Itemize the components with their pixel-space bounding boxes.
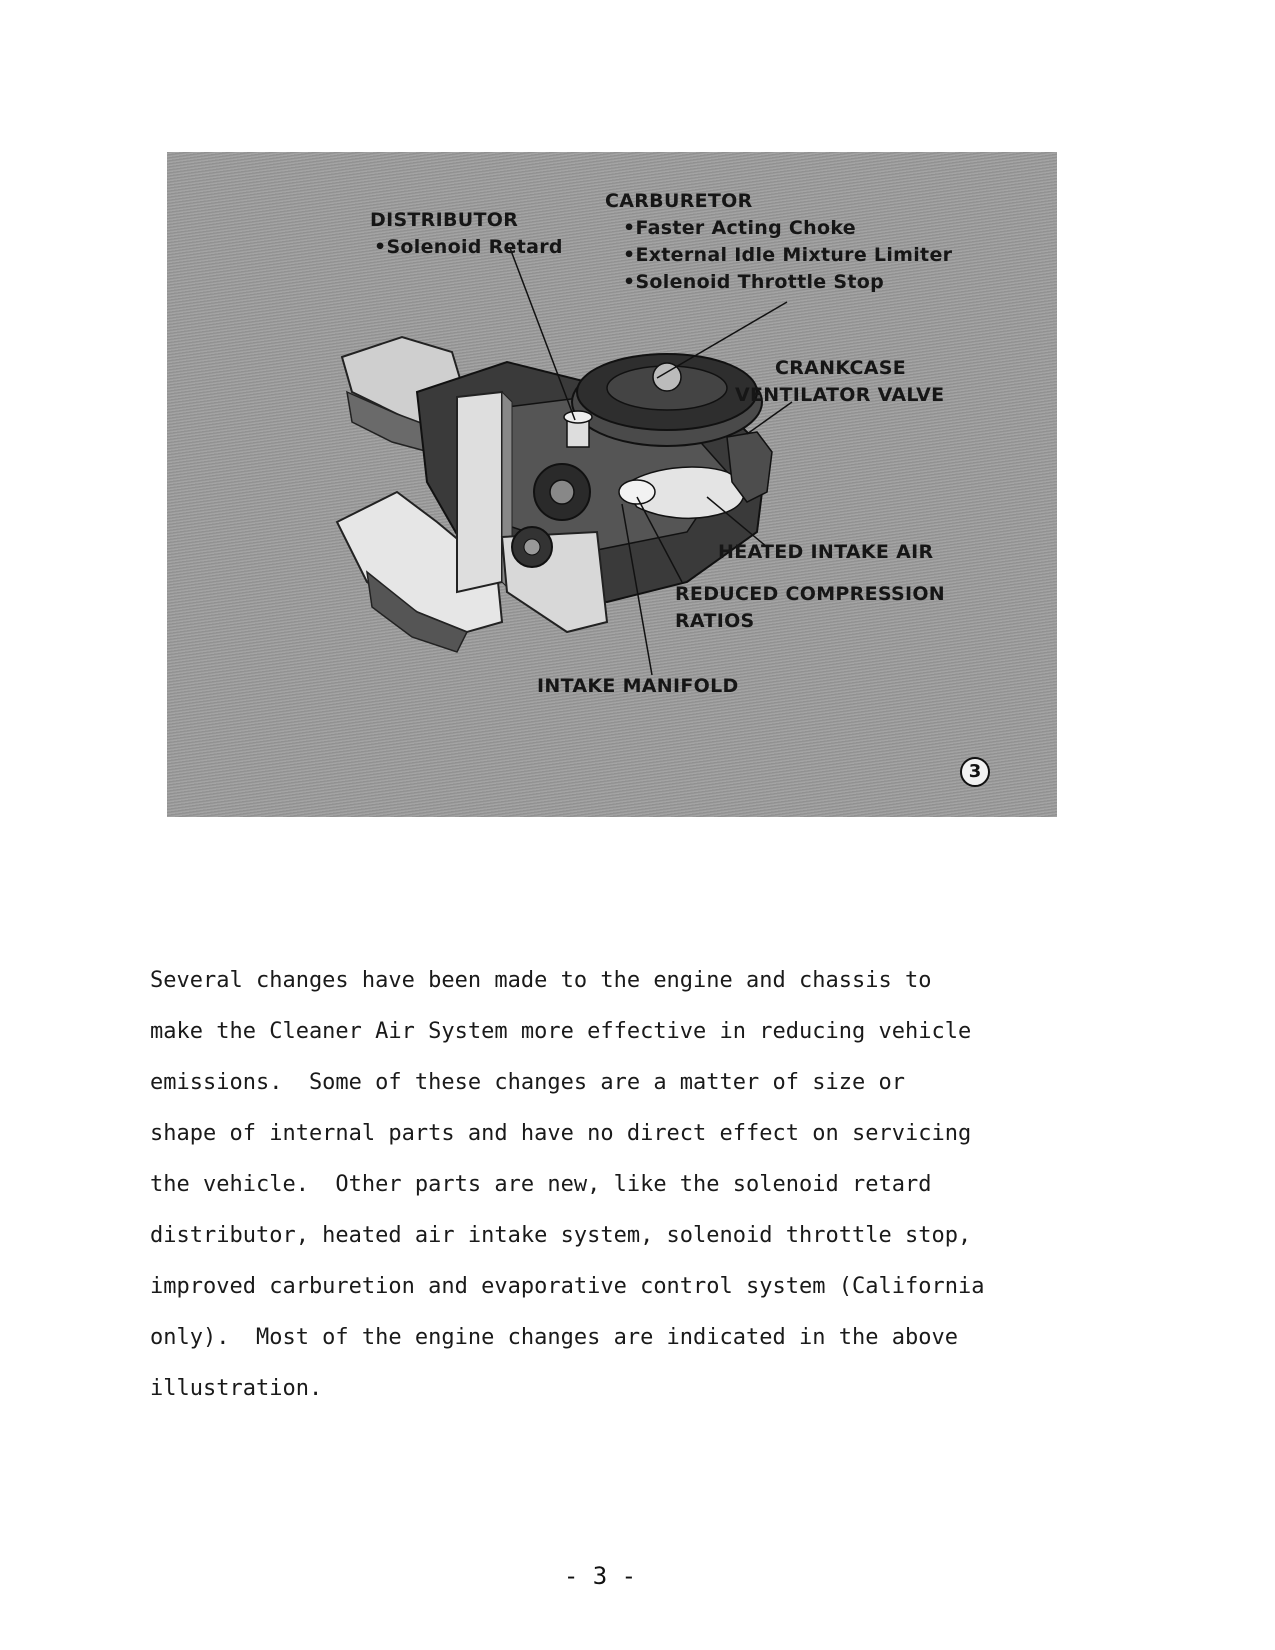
engine-illustration (167, 152, 1057, 817)
carburetor-callout (605, 188, 952, 296)
carburetor-item: •External Idle Mixture Limiter (623, 244, 953, 266)
intake-manifold-callout: INTAKE MANIFOLD (537, 675, 739, 697)
paragraph-line: improved carburetion and evaporative control system (California (150, 1274, 985, 1299)
paragraph-line: the vehicle. Other parts are new, like the solenoid retard (150, 1172, 932, 1197)
paragraph-line: emissions. Some of these changes are a matter of size or (150, 1070, 905, 1095)
body-paragraph (150, 955, 1110, 1414)
carburetor-item: •Faster Acting Choke (623, 217, 856, 239)
carburetor-item: •Solenoid Throttle Stop (623, 271, 884, 293)
heated-intake-callout: HEATED INTAKE AIR (718, 541, 934, 563)
crankcase-line: VENTILATOR VALVE (735, 384, 945, 406)
crankcase-callout (735, 355, 944, 409)
paragraph-line: make the Cleaner Air System more effective in reducing vehicle (150, 1019, 972, 1044)
paragraph-line: distributor, heated air intake system, solenoid throttle stop, (150, 1223, 972, 1248)
compression-line: REDUCED COMPRESSION (675, 583, 945, 605)
page-number: - 3 - (563, 1562, 637, 1590)
compression-callout (675, 581, 945, 635)
compression-line: RATIOS (675, 610, 755, 632)
crankcase-line: CRANKCASE (775, 357, 907, 379)
distributor-item: •Solenoid Retard (374, 236, 563, 258)
distributor-title: DISTRIBUTOR (370, 209, 519, 231)
figure-number-badge: 3 (960, 757, 990, 787)
distributor-callout (370, 207, 563, 261)
paragraph-line: only). Most of the engine changes are indicated in the above (150, 1325, 958, 1350)
paragraph-line: Several changes have been made to the engine and chassis to (150, 968, 932, 993)
carburetor-title: CARBURETOR (605, 190, 753, 212)
paragraph-line: illustration. (150, 1376, 323, 1401)
paragraph-line: shape of internal parts and have no direct effect on servicing (150, 1121, 972, 1146)
